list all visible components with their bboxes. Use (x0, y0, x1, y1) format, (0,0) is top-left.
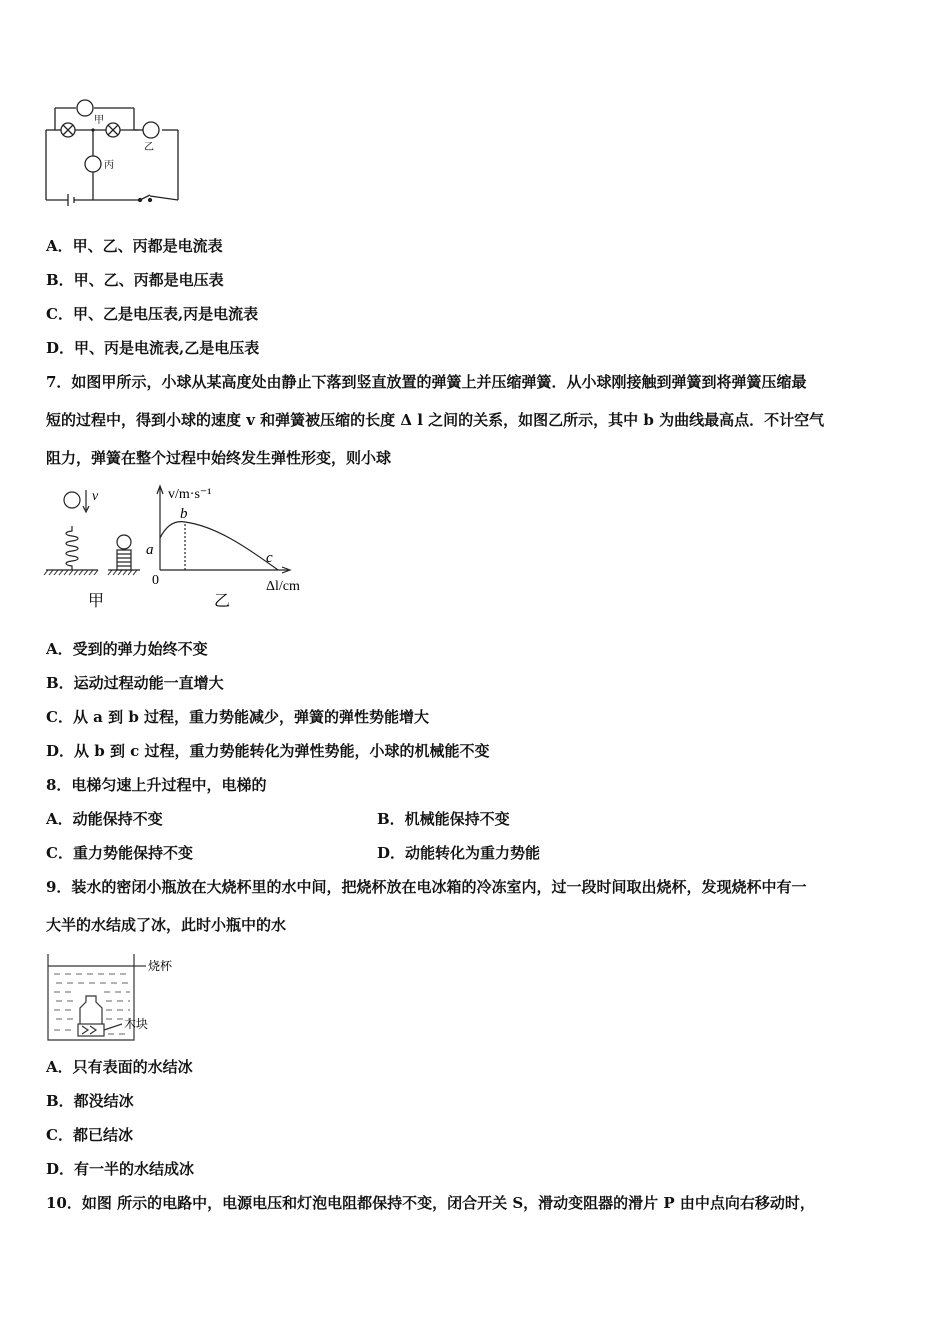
q6-option-c: C．甲、乙是电压表,丙是电流表 (46, 305, 259, 323)
caption-yi: 乙 (214, 593, 231, 610)
point-b-label: b (180, 506, 188, 522)
q7-option-a: A．受到的弹力始终不变 (46, 640, 208, 658)
q7-stem-line-2: 短的过程中，得到小球的速度 v 和弹簧被压缩的长度 Δ l 之间的关系，如图乙所示，其中 b 为曲线最高点．不计空气 (46, 411, 825, 429)
point-c-label: c (266, 550, 273, 566)
q8-option-c: C．重力势能保持不变 (46, 844, 193, 862)
q8-option-b: B．机械能保持不变 (377, 810, 510, 828)
q7-stem-line-1: 7．如图甲所示，小球从某高度处由静止下落到竖直放置的弹簧上并压缩弹簧．从小球刚接触到弹簧到将弹簧压缩最 (46, 373, 807, 391)
caption-jia: 甲 (88, 593, 105, 610)
v-label: v (92, 489, 99, 504)
ball-spring-graph-figure (40, 478, 330, 613)
q8-stem: 8．电梯匀速上升过程中，电梯的 (46, 776, 267, 794)
y-axis-label: v/m·s⁻¹ (168, 487, 212, 502)
beaker-label: 烧杯 (148, 959, 173, 973)
q7-option-c: C．从 a 到 b 过程，重力势能减少，弹簧的弹性势能增大 (46, 708, 430, 726)
q6-option-d: D．甲、丙是电流表,乙是电压表 (46, 339, 260, 357)
q8-option-d: D．动能转化为重力势能 (377, 844, 541, 862)
label-jia: 甲 (94, 115, 104, 126)
q9-option-b: B．都没结冰 (46, 1092, 134, 1110)
q8-option-a: A．动能保持不变 (46, 810, 163, 828)
q6-option-a: A．甲、乙、丙都是电流表 (46, 237, 223, 255)
x-axis-label: Δl/cm (266, 579, 300, 594)
q7-stem-line-3: 阻力，弹簧在整个过程中始终发生弹性形变，则小球 (46, 449, 392, 467)
q9-option-c: C．都已结冰 (46, 1126, 133, 1144)
q9-option-d: D．有一半的水结成冰 (46, 1160, 195, 1178)
origin-label: 0 (152, 573, 159, 588)
q9-stem-line-1: 9．装水的密闭小瓶放在大烧杯里的水中间，把烧杯放在电冰箱的冷冻室内，过一段时间取出烧杯，发现烧杯中有一 (46, 878, 807, 896)
point-a-label: a (146, 542, 154, 558)
label-bing: 丙 (104, 160, 114, 171)
wood-block-label: 木块 (124, 1017, 149, 1031)
q6-option-b: B．甲、乙、丙都是电压表 (46, 271, 224, 289)
circuit-diagram (40, 96, 190, 206)
beaker-figure (42, 950, 202, 1045)
q7-option-b: B．运动过程动能一直增大 (46, 674, 224, 692)
label-yi: 乙 (144, 142, 154, 153)
velocity-curve (160, 522, 278, 570)
q10-stem: 10．如图 所示的电路中，电源电压和灯泡电阻都保持不变，闭合开关 S，滑动变阻器的滑片 P 由中点向右移动时， (46, 1194, 815, 1212)
q9-stem-line-2: 大半的水结成了冰，此时小瓶中的水 (46, 916, 287, 934)
q9-option-a: A．只有表面的水结冰 (46, 1058, 193, 1076)
q7-option-d: D．从 b 到 c 过程，重力势能转化为弹性势能，小球的机械能不变 (46, 742, 490, 760)
